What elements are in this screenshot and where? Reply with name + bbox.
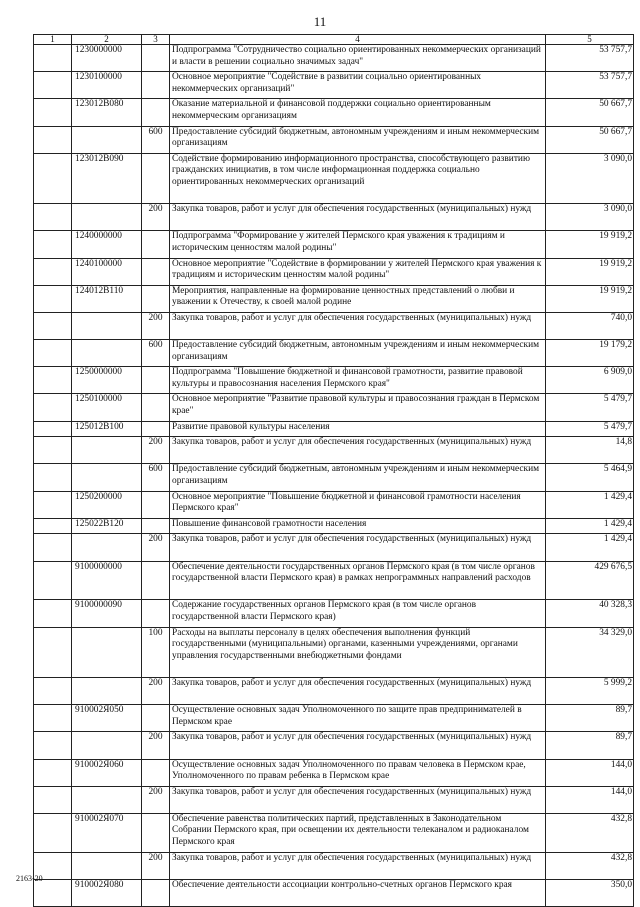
item-name-cell: Закупка товаров, работ и услуг для обеспечения государственных (муниципальных) нужд [170,437,546,464]
expense-type-cell [142,258,170,285]
item-name-cell: Обеспечение деятельности ассоциации контрольно-счетных органов Пермского края [170,879,546,906]
target-code-cell: 1250100000 [72,394,142,421]
row-number-cell [34,561,72,600]
expense-type-cell: 200 [142,732,170,759]
item-name-cell: Содержание государственных органов Пермского края (в том числе органов государственной власти Пермского края) [170,600,546,627]
target-code-cell: 123012В080 [72,99,142,126]
expense-type-cell: 200 [142,852,170,879]
column-header: 5 [546,35,634,45]
row-number-cell [34,732,72,759]
expense-type-cell [142,600,170,627]
row-number-cell [34,813,72,852]
column-number-row [34,35,634,45]
column-header: 3 [142,35,170,45]
row-number-cell [34,340,72,367]
expense-type-cell: 200 [142,204,170,231]
target-code-cell: 1230000000 [72,45,142,72]
amount-cell: 89,7 [546,705,634,732]
target-code-cell: 910002Я050 [72,705,142,732]
amount-cell: 14,8 [546,437,634,464]
amount-cell: 89,7 [546,732,634,759]
column-header: 2 [72,35,142,45]
expense-type-cell [142,759,170,786]
amount-cell: 3 090,0 [546,153,634,203]
expense-type-cell [142,45,170,72]
target-code-cell: 125022В120 [72,518,142,534]
expense-type-cell: 200 [142,677,170,704]
expense-type-cell [142,561,170,600]
item-name-cell: Подпрограмма "Формирование у жителей Пермского края уважения к традициям и историческим ценностям малой родины" [170,231,546,258]
column-header: 1 [34,35,72,45]
row-number-cell [34,394,72,421]
amount-cell: 144,0 [546,759,634,786]
row-number-cell [34,705,72,732]
item-name-cell: Закупка товаров, работ и услуг для обеспечения государственных (муниципальных) нужд [170,534,546,561]
amount-cell: 1 429,4 [546,518,634,534]
expense-type-cell [142,813,170,852]
target-code-cell: 1240100000 [72,258,142,285]
target-code-cell: 910002Я080 [72,879,142,906]
item-name-cell: Закупка товаров, работ и услуг для обеспечения государственных (муниципальных) нужд [170,677,546,704]
row-number-cell [34,534,72,561]
target-code-cell: 910002Я060 [72,759,142,786]
target-code-cell: 9100000000 [72,561,142,600]
expense-type-cell [142,705,170,732]
table-row [34,518,634,534]
table-row [34,99,634,126]
amount-cell: 5 999,2 [546,677,634,704]
expense-type-cell: 200 [142,437,170,464]
row-number-cell [34,491,72,518]
amount-cell: 5 464,9 [546,464,634,491]
table-row [34,437,634,464]
item-name-cell: Закупка товаров, работ и услуг для обеспечения государственных (муниципальных) нужд [170,786,546,813]
target-code-cell: 9100000090 [72,600,142,627]
budget-table [33,34,634,907]
expense-type-cell [142,491,170,518]
target-code-cell: 124012В110 [72,285,142,312]
item-name-cell: Обеспечение деятельности государственных органов Пермского края (в том числе органов государственной власти Пермского края) в рамках непрограммных направлений расходов [170,561,546,600]
row-number-cell [34,677,72,704]
amount-cell: 40 328,3 [546,600,634,627]
row-number-cell [34,627,72,677]
row-number-cell [34,204,72,231]
row-number-cell [34,153,72,203]
amount-cell: 350,0 [546,879,634,906]
table-row [34,627,634,677]
row-number-cell [34,437,72,464]
amount-cell: 34 329,0 [546,627,634,677]
table-row [34,561,634,600]
item-name-cell: Предоставление субсидий бюджетным, автономным учреждениям и иным некоммерческим организациям [170,464,546,491]
row-number-cell [34,879,72,906]
table-row [34,45,634,72]
item-name-cell: Обеспечение равенства политических партий, представленных в Законодательном Собрании Пермского края, при освещении их деятельности телеканалом и радиоканалом Пермского края [170,813,546,852]
table-row [34,464,634,491]
amount-cell: 19 919,2 [546,258,634,285]
item-name-cell: Осуществление основных задач Уполномоченного по защите прав предпринимателей в Пермском крае [170,705,546,732]
row-number-cell [34,600,72,627]
target-code-cell [72,852,142,879]
table-row [34,786,634,813]
expense-type-cell [142,153,170,203]
expense-type-cell: 100 [142,627,170,677]
amount-cell: 432,8 [546,813,634,852]
target-code-cell: 123012В090 [72,153,142,203]
footer-code: 2163-20 [16,874,43,883]
row-number-cell [34,518,72,534]
row-number-cell [34,45,72,72]
amount-cell: 429 676,5 [546,561,634,600]
target-code-cell [72,464,142,491]
item-name-cell: Основное мероприятие "Содействие в развитии социально ориентированных некоммерческих организаций" [170,72,546,99]
target-code-cell [72,437,142,464]
expense-type-cell: 600 [142,126,170,153]
table-row [34,126,634,153]
amount-cell: 3 090,0 [546,204,634,231]
expense-type-cell: 200 [142,786,170,813]
item-name-cell: Оказание материальной и финансовой поддержки социально ориентированным некоммерческим организациям [170,99,546,126]
target-code-cell [72,204,142,231]
row-number-cell [34,258,72,285]
item-name-cell: Подпрограмма "Сотрудничество социально ориентированных некоммерческих организаций и власти в решении социально значимых задач" [170,45,546,72]
table-row [34,534,634,561]
target-code-cell: 1240000000 [72,231,142,258]
amount-cell: 50 667,7 [546,126,634,153]
amount-cell: 1 429,4 [546,491,634,518]
amount-cell: 53 757,7 [546,45,634,72]
amount-cell: 432,8 [546,852,634,879]
item-name-cell: Предоставление субсидий бюджетным, автономным учреждениям и иным некоммерческим организациям [170,126,546,153]
amount-cell: 144,0 [546,786,634,813]
amount-cell: 19 919,2 [546,285,634,312]
item-name-cell: Основное мероприятие "Содействие в формировании у жителей Пермского края уважения к традициям и историческим ценностям малой родины" [170,258,546,285]
item-name-cell: Закупка товаров, работ и услуг для обеспечения государственных (муниципальных) нужд [170,312,546,339]
item-name-cell: Основное мероприятие "Развитие правовой культуры и правосознания граждан в Пермском крае" [170,394,546,421]
target-code-cell [72,534,142,561]
table-row [34,367,634,394]
item-name-cell: Подпрограмма "Повышение бюджетной и финансовой грамотности, развитие правовой культуры и правосознания населения Пермского края" [170,367,546,394]
expense-type-cell [142,518,170,534]
table-row [34,677,634,704]
item-name-cell: Закупка товаров, работ и услуг для обеспечения государственных (муниципальных) нужд [170,732,546,759]
table-row [34,852,634,879]
table-row [34,258,634,285]
target-code-cell [72,312,142,339]
page-number: 11 [313,14,327,29]
target-code-cell [72,786,142,813]
row-number-cell [34,312,72,339]
table-row [34,879,634,906]
expense-type-cell [142,231,170,258]
amount-cell: 50 667,7 [546,99,634,126]
table-row [34,285,634,312]
amount-cell: 6 909,0 [546,367,634,394]
item-name-cell: Основное мероприятие "Повышение бюджетной и финансовой грамотности населения Пермского края" [170,491,546,518]
target-code-cell: 1230100000 [72,72,142,99]
expense-type-cell [142,72,170,99]
item-name-cell: Предоставление субсидий бюджетным, автономным учреждениям и иным некоммерческим организациям [170,340,546,367]
expense-type-cell: 200 [142,534,170,561]
amount-cell: 1 429,4 [546,534,634,561]
target-code-cell: 910002Я070 [72,813,142,852]
item-name-cell: Повышение финансовой грамотности населения [170,518,546,534]
target-code-cell: 125012В100 [72,421,142,437]
target-code-cell: 1250200000 [72,491,142,518]
table-row [34,204,634,231]
column-header: 4 [170,35,546,45]
amount-cell: 19 179,2 [546,340,634,367]
expense-type-cell: 600 [142,340,170,367]
row-number-cell [34,464,72,491]
table-row [34,340,634,367]
table-row [34,72,634,99]
row-number-cell [34,285,72,312]
table-row [34,421,634,437]
row-number-cell [34,126,72,153]
row-number-cell [34,759,72,786]
target-code-cell [72,126,142,153]
row-number-cell [34,231,72,258]
table-row [34,759,634,786]
table-row [34,813,634,852]
table-row [34,231,634,258]
target-code-cell [72,627,142,677]
expense-type-cell [142,367,170,394]
amount-cell: 5 479,7 [546,421,634,437]
expense-type-cell [142,394,170,421]
amount-cell: 740,0 [546,312,634,339]
amount-cell: 5 479,7 [546,394,634,421]
expense-type-cell [142,285,170,312]
item-name-cell: Закупка товаров, работ и услуг для обеспечения государственных (муниципальных) нужд [170,852,546,879]
table-row [34,153,634,203]
item-name-cell: Расходы на выплаты персоналу в целях обеспечения выполнения функций государственными (муниципальными) органами, казенными учреждениями, органами управления государственными внебюджетными фондами [170,627,546,677]
table-row [34,394,634,421]
table-body [34,45,634,907]
expense-type-cell [142,879,170,906]
item-name-cell: Содействие формированию информационного пространства, способствующего развитию гражданских инициатив, в том числе информационная поддержка социально ориентированных некоммерческих организаций [170,153,546,203]
item-name-cell: Развитие правовой культуры населения [170,421,546,437]
target-code-cell [72,732,142,759]
item-name-cell: Закупка товаров, работ и услуг для обеспечения государственных (муниципальных) нужд [170,204,546,231]
amount-cell: 53 757,7 [546,72,634,99]
expense-type-cell [142,99,170,126]
item-name-cell: Осуществление основных задач Уполномоченного по правам человека в Пермском крае, Уполномоченного по правам ребенка в Пермском крае [170,759,546,786]
target-code-cell [72,340,142,367]
expense-type-cell: 200 [142,312,170,339]
row-number-cell [34,421,72,437]
row-number-cell [34,786,72,813]
item-name-cell: Мероприятия, направленные на формирование ценностных представлений о любви и уважении к Отечеству, к своей малой родине [170,285,546,312]
target-code-cell: 1250000000 [72,367,142,394]
row-number-cell [34,72,72,99]
expense-type-cell [142,421,170,437]
target-code-cell [72,677,142,704]
table-row [34,491,634,518]
amount-cell: 19 919,2 [546,231,634,258]
table-row [34,312,634,339]
expense-type-cell: 600 [142,464,170,491]
table-row [34,705,634,732]
row-number-cell [34,367,72,394]
row-number-cell [34,99,72,126]
table-row [34,600,634,627]
table-row [34,732,634,759]
